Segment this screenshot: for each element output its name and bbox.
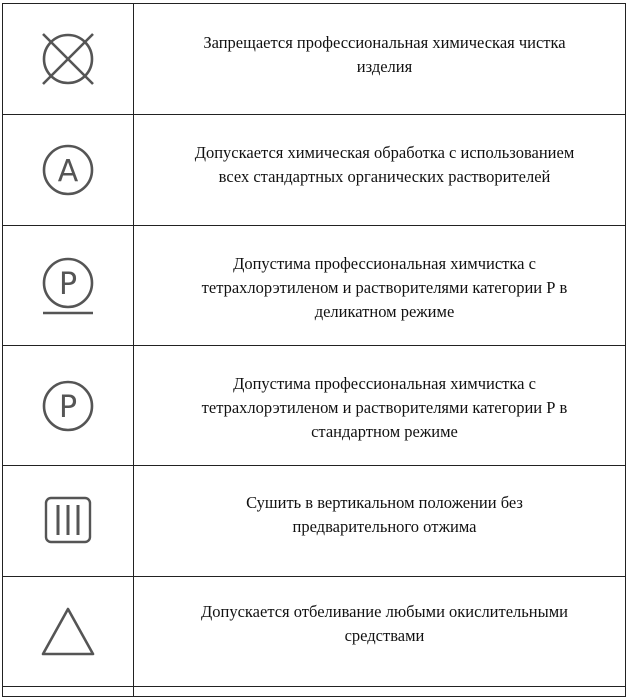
description-line: предварительного отжима — [292, 517, 477, 536]
svg-text:P: P — [58, 266, 78, 302]
description-cell — [134, 346, 626, 466]
description-cell — [134, 4, 626, 115]
icon-cell — [3, 687, 134, 697]
table-row — [3, 4, 626, 115]
svg-text:A: A — [57, 154, 79, 189]
description-line: всех стандартных органических растворителей — [218, 167, 551, 186]
icon-cell — [3, 226, 134, 346]
table-row — [3, 577, 626, 687]
description-line: средствами — [344, 626, 425, 645]
description-line: Сушить в вертикальном положении без — [246, 493, 523, 512]
description-cell — [134, 577, 626, 687]
dry-clean-any-solvent-a-icon — [38, 140, 98, 200]
drip-dry-vertical-icon — [40, 493, 96, 549]
dry-clean-p-gentle-icon — [38, 253, 98, 319]
care-instructions-table — [2, 3, 626, 697]
svg-text:P: P — [58, 389, 78, 425]
icon-cell — [3, 115, 134, 226]
table-row — [3, 346, 626, 466]
description-cell — [134, 687, 626, 697]
description-line: Допускается химическая обработка с использованием — [194, 143, 575, 162]
dry-clean-p-normal-icon — [38, 376, 98, 436]
description-line: деликатном режиме — [314, 302, 455, 321]
description-cell — [134, 115, 626, 226]
table-row — [3, 115, 626, 226]
icon-cell — [3, 466, 134, 577]
professional-dry-clean-prohibited-icon — [38, 29, 98, 89]
description-line: стандартном режиме — [311, 422, 458, 441]
bleach-any-icon — [38, 604, 98, 660]
description-line: тетрахлорэтиленом и растворителями категории Р в — [201, 278, 568, 297]
description-line: Допустима профессиональная химчистка с — [233, 374, 536, 393]
icon-cell — [3, 4, 134, 115]
description-line: Запрещается профессиональная химическая чистка — [203, 33, 566, 52]
description-line: Допускается отбеливание любыми окислительными — [201, 602, 568, 621]
table-row — [3, 226, 626, 346]
description-line: изделия — [356, 57, 413, 76]
description-cell — [134, 466, 626, 577]
icon-cell — [3, 577, 134, 687]
icon-cell — [3, 346, 134, 466]
description-line: Допустима профессиональная химчистка с — [233, 254, 536, 273]
description-line: тетрахлорэтиленом и растворителями категории Р в — [201, 398, 568, 417]
table-row — [3, 466, 626, 577]
table-row — [3, 687, 626, 697]
description-cell — [134, 226, 626, 346]
